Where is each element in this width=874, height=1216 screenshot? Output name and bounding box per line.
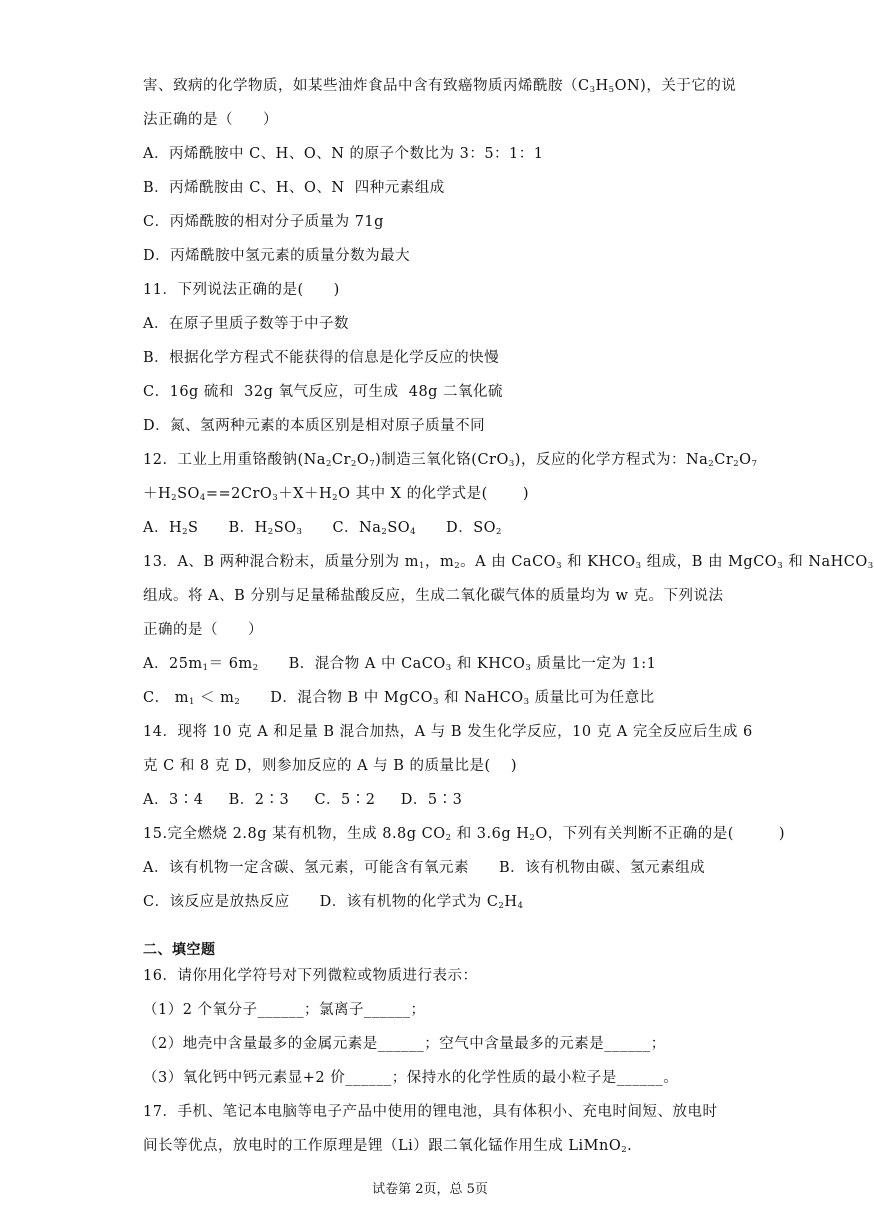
page-footer: 试卷第 2页，总 5页	[372, 1182, 488, 1197]
text-segment: 组成，B 由 MgCO	[641, 554, 778, 570]
text-line	[143, 518, 742, 538]
text-segment: 间长等优点，放电时的工作原理是锂（Li）跟二氧化锰作用生成 LiMnO	[143, 1138, 622, 1154]
text-segment: ＋H	[143, 486, 172, 502]
text-line	[143, 1068, 742, 1088]
text-segment: D．氮、氢两种元素的本质区别是相对原子质量不同	[143, 418, 486, 434]
subscript: 2	[733, 459, 740, 469]
text-segment: O 其中 X 的化学式是( )	[338, 486, 530, 502]
text-line	[143, 688, 742, 708]
subscript: 3	[635, 561, 642, 571]
text-line	[143, 756, 742, 776]
text-segment: Cr	[714, 452, 734, 468]
text-segment: C．16g 硫和 32g 氧气反应，可生成 48g 二氧化硫	[143, 384, 504, 400]
text-segment: D．丙烯酰胺中氢元素的质量分数为最大	[143, 248, 411, 264]
text-line	[143, 76, 742, 96]
text-line	[143, 1136, 742, 1156]
text-line	[143, 246, 742, 266]
text-line	[143, 144, 742, 164]
text-line	[143, 1034, 742, 1054]
text-segment: 法正确的是（ ）	[143, 112, 278, 128]
text-segment: S B．H	[188, 520, 268, 536]
text-segment: 11．下列说法正确的是( )	[143, 282, 340, 298]
text-segment: 害、致病的化学物质，如某些油炸食品中含有致癌物质丙烯酰胺（C	[143, 78, 590, 94]
subscript: 3	[589, 85, 596, 95]
text-segment: D．SO	[416, 520, 497, 536]
text-segment: C． m	[143, 690, 189, 706]
text-segment: 14．现将 10 克 A 和足量 B 混合加热，A 与 B 发生化学反应，10 克 A 完全反应后生成 6	[143, 724, 753, 740]
subscript: 3	[445, 663, 452, 673]
text-segment: 克 C 和 8 克 D，则参加反应的 A 与 B 的质量比是( )	[143, 758, 517, 774]
text-line	[143, 212, 742, 232]
text-segment: 和 NaHCO	[438, 690, 524, 706]
text-segment: )，反应的化学方程式为：Na	[514, 452, 709, 468]
text-line	[143, 654, 742, 674]
subscript: 7	[751, 459, 758, 469]
text-segment: 15.完全燃烧 2.8g 某有机物，生成 8.8g CO	[143, 826, 446, 842]
text-segment: B．丙烯酰胺由 C、H、O、N 四种元素组成	[143, 180, 445, 196]
text-line	[143, 620, 742, 640]
subscript: 2	[529, 833, 536, 843]
subscript: 3	[525, 663, 532, 673]
text-line	[143, 484, 742, 504]
text-segment: 17．手机、笔记本电脑等电子产品中使用的锂电池，具有体积小、充电时间短、放电时	[143, 1104, 718, 1120]
text-segment: SO	[387, 520, 411, 536]
text-segment: Cr	[331, 452, 351, 468]
text-segment: SO	[177, 486, 200, 502]
text-segment: 和 3.6g H	[451, 826, 530, 842]
text-segment: A．3∶4 B．2∶3 C．5∶2 D．5∶3	[143, 792, 463, 808]
subscript: 2	[252, 663, 259, 673]
text-line	[143, 450, 758, 470]
text-segment: 。A 由 CaCO	[460, 554, 557, 570]
text-line	[143, 382, 742, 402]
subscript: 2	[234, 697, 241, 707]
text-line	[143, 178, 742, 198]
text-segment: ，m	[424, 554, 455, 570]
text-segment: ＜ m	[194, 690, 235, 706]
text-segment: B．混合物 A 中 CaCO	[258, 656, 446, 672]
text-segment: SO	[273, 520, 297, 536]
text-segment: A．该有机物一定含碳、氢元素，可能含有氧元素 B．该有机物由碳、氢元素组成	[143, 860, 706, 876]
text-segment: 质量比一定为 1:1	[531, 656, 657, 672]
subscript: 4	[410, 527, 417, 537]
subscript: 2	[445, 833, 452, 843]
subscript: 2	[621, 1145, 628, 1155]
text-line	[143, 1102, 742, 1122]
subscript: 7	[369, 459, 376, 469]
text-segment: D．混合物 B 中 MgCO	[240, 690, 433, 706]
text-segment: )制造三氧化铬(CrO	[375, 452, 509, 468]
subscript: 2	[708, 459, 715, 469]
subscript: 2	[496, 527, 502, 537]
text-segment: O	[739, 452, 752, 468]
text-segment: C．Na	[302, 520, 382, 536]
subscript: 3	[508, 459, 515, 469]
subscript: 2	[454, 561, 461, 571]
text-segment: 和 KHCO	[561, 554, 636, 570]
subscript: 2	[498, 901, 505, 911]
text-line	[143, 966, 742, 986]
text-segment: 组成。将 A、B 分别与足量稀盐酸反应，生成二氧化碳气体的质量均为 w 克。下列说法	[143, 588, 724, 604]
text-line	[143, 586, 742, 606]
subscript: 2	[267, 527, 274, 537]
subscript: 1	[419, 561, 425, 571]
text-segment: 和 KHCO	[451, 656, 526, 672]
text-line	[143, 722, 753, 742]
text-line	[143, 858, 742, 878]
text-segment: 质量比可为任意比	[529, 690, 655, 706]
subscript: 2	[171, 493, 178, 503]
text-segment: A．在原子里质子数等于中子数	[143, 316, 349, 332]
text-line	[143, 1000, 742, 1020]
subscript: 3	[556, 561, 562, 571]
text-segment: （2）地壳中含量最多的金属元素是______；空气中含量最多的元素是______；	[143, 1036, 666, 1052]
subscript: 2	[332, 493, 339, 503]
text-segment: O	[356, 452, 370, 468]
text-segment: ＝ 6m	[208, 656, 253, 672]
subscript: 5	[608, 85, 615, 95]
text-segment: A．25m	[143, 656, 203, 672]
text-segment: B．根据化学方程式不能获得的信息是化学反应的快慢	[143, 350, 500, 366]
text-line	[143, 552, 874, 572]
subscript: 3	[272, 493, 279, 503]
subscript: 2	[350, 459, 357, 469]
text-segment: （3）氧化钙中钙元素显+2 价______；保持水的化学性质的最小粒子是______。	[143, 1070, 679, 1086]
text-segment: 12．工业上用重铬酸钠(Na	[143, 452, 326, 468]
subscript: 2	[381, 527, 388, 537]
text-line	[143, 110, 742, 130]
text-segment: H	[504, 894, 518, 910]
text-segment: 16．请你用化学符号对下列微粒或物质进行表示：	[143, 968, 478, 984]
subscript: 2	[325, 459, 332, 469]
text-segment: A．丙烯酰胺中 C、H、O、N 的原子个数比为 3：5：1：1	[143, 146, 544, 162]
text-line	[143, 892, 742, 912]
subscript: 3	[523, 697, 530, 707]
subscript: 4	[517, 901, 524, 911]
text-line	[143, 348, 742, 368]
subscript: 1	[188, 697, 195, 707]
text-segment: ＋X＋H	[278, 486, 333, 502]
subscript: 3	[777, 561, 784, 571]
text-segment: 13．A、B 两种混合粉末，质量分别为 m	[143, 554, 420, 570]
text-segment: 和 NaHCO	[783, 554, 868, 570]
subscript: 3	[296, 527, 303, 537]
section-heading	[143, 940, 742, 960]
text-segment: 正确的是（ ）	[143, 622, 263, 638]
text-segment: .	[627, 1138, 633, 1154]
text-line	[143, 280, 742, 300]
text-segment: A．H	[143, 520, 183, 536]
subscript: 3	[432, 697, 439, 707]
text-segment: C．该反应是放热反应 D．该有机物的化学式为 C	[143, 894, 499, 910]
subscript: 4	[199, 493, 206, 503]
text-segment: C．丙烯酰胺的相对分子质量为 71g	[143, 214, 384, 230]
text-line	[143, 790, 742, 810]
text-line	[143, 416, 742, 436]
subscript: 2	[182, 527, 189, 537]
subscript: 1	[202, 663, 209, 673]
text-segment: O，下列有关判断不正确的是( )	[535, 826, 786, 842]
text-line	[143, 824, 786, 844]
text-segment: ON)，关于它的说	[614, 78, 737, 94]
text-segment: H	[595, 78, 609, 94]
text-segment: 二、填空题	[143, 942, 216, 958]
subscript: 3	[867, 561, 874, 571]
text-segment: （1）2 个氧分子______；氯离子______；	[143, 1002, 426, 1018]
text-segment: ==2CrO	[205, 486, 273, 502]
text-line	[143, 314, 742, 334]
